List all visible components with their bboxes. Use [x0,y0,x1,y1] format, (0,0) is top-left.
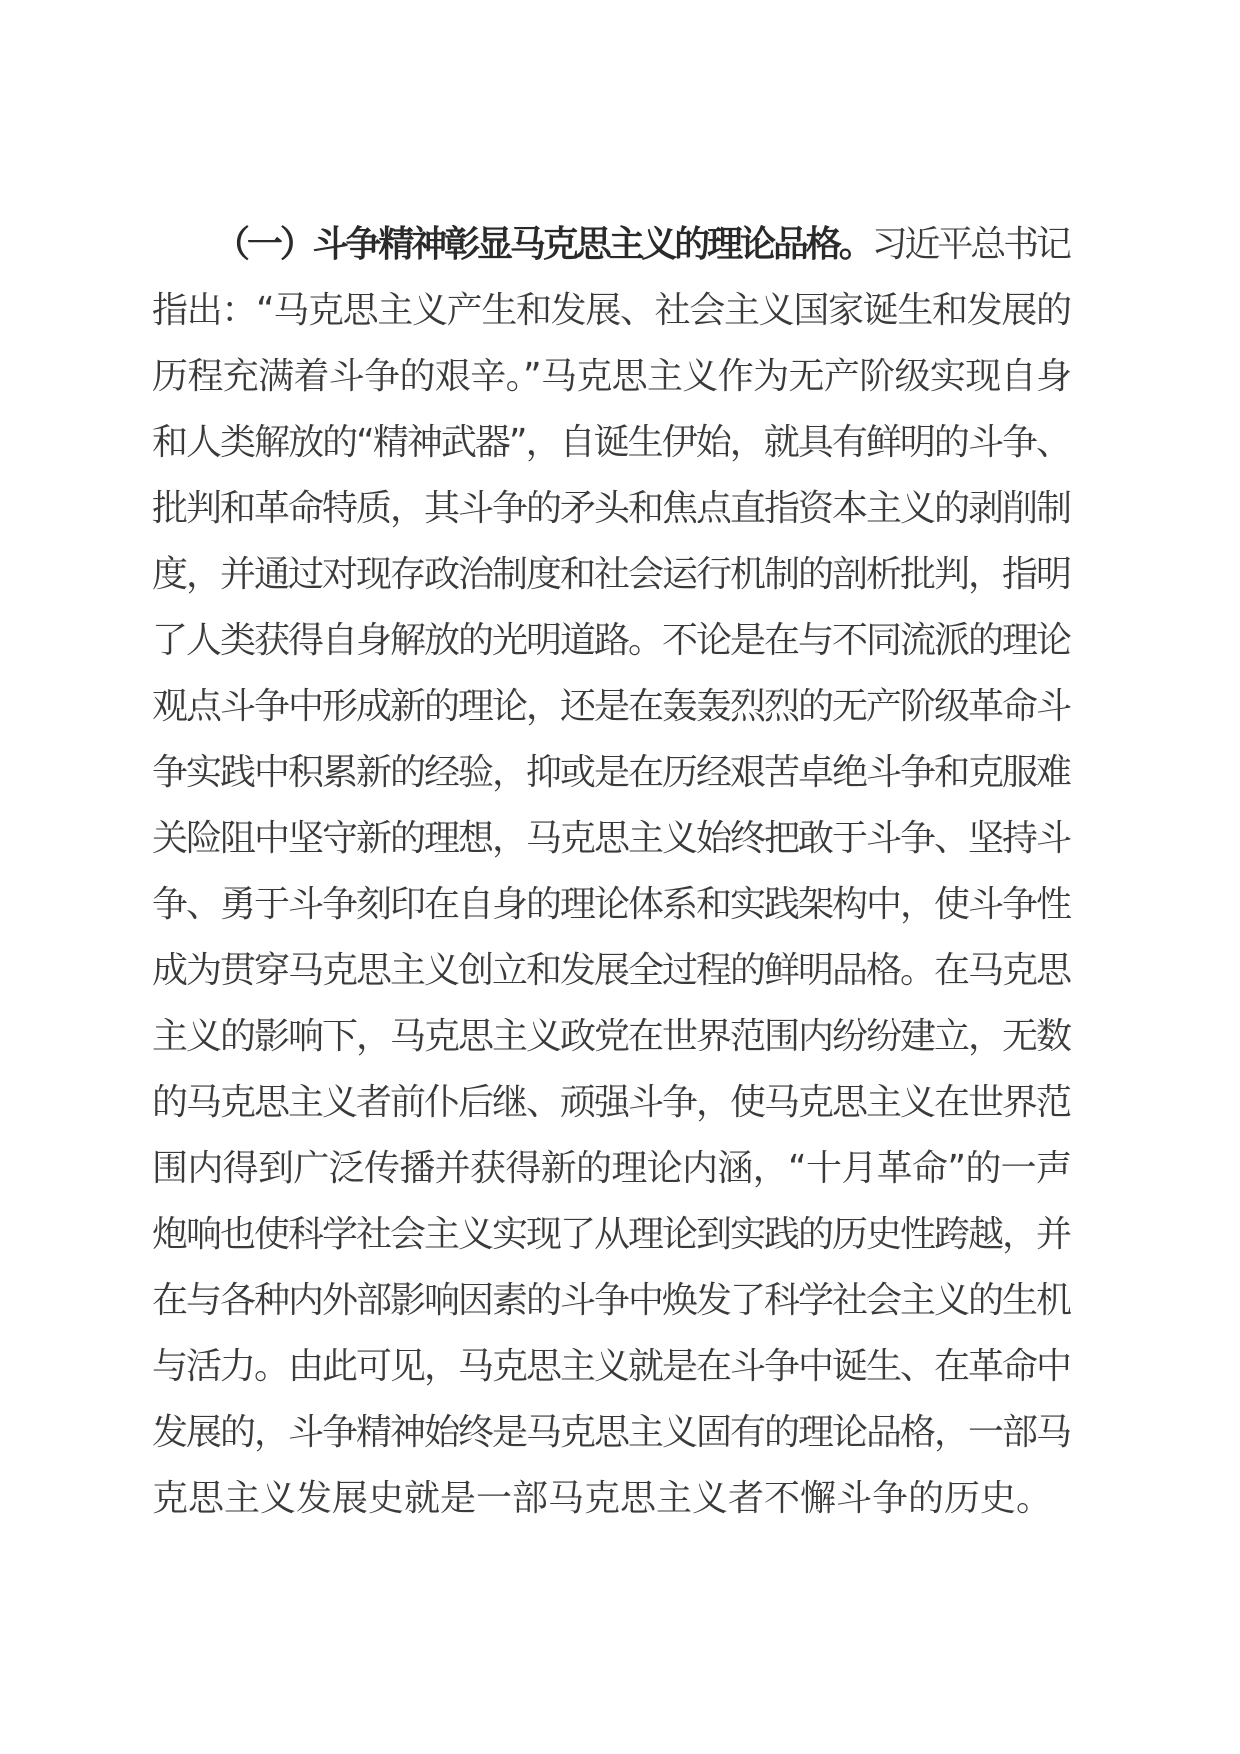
paragraph-line-4: 和人类解放的“精神武器”，自诞生伊始，就具有鲜明的斗争、 [152,422,1071,463]
paragraph-line-2: 指出：“马克思主义产生和发展、社会主义国家诞生和发展的 [152,290,1071,331]
paragraph-line-13: 主义的影响下，马克思主义政党在世界范围内纷纷建立，无数 [152,1016,1070,1057]
paragraph-line-19: 发展的，斗争精神始终是马克思主义固有的理论品格，一部马 [152,1412,1070,1453]
paragraph-line-10: 关险阻中坚守新的理想，马克思主义始终把敢于斗争、坚持斗 [152,818,1070,859]
paragraph-line-6: 度，并通过对现存政治制度和社会运行机制的剖析批判，指明 [152,554,1070,595]
paragraph-line-12: 成为贯穿马克思主义创立和发展全过程的鲜明品格。在马克思 [152,950,1070,991]
section-heading: （一）斗争精神彰显马克思主义的理论品格。 [214,224,872,265]
paragraph-line-7: 了人类获得自身解放的光明道路。不论是在与不同流派的理论 [152,620,1070,661]
paragraph-line-1 [152,212,1072,278]
paragraph-line-8: 观点斗争中形成新的理论，还是在轰轰烈烈的无产阶级革命斗 [152,686,1070,727]
paragraph-line-15: 围内得到广泛传播并获得新的理论内涵，“十月革命”的一声 [152,1148,1072,1189]
paragraph-line-16: 炮响也使科学社会主义实现了从理论到实践的历史性跨越，并 [152,1214,1070,1255]
paragraph-line-14: 的马克思主义者前仆后继、顽强斗争，使马克思主义在世界范 [152,1082,1070,1123]
body-paragraph [152,212,1072,1532]
paragraph-line-18: 与活力。由此可见，马克思主义就是在斗争中诞生、在革命中 [152,1346,1070,1387]
paragraph-line-17: 在与各种内外部影响因素的斗争中焕发了科学社会主义的生机 [152,1280,1070,1321]
paragraph-line-11: 争、勇于斗争刻印在自身的理论体系和实践架构中，使斗争性 [152,884,1070,925]
paragraph-line-5: 批判和革命特质，其斗争的矛头和焦点直指资本主义的剥削制 [152,488,1070,529]
paragraph-line-9: 争实践中积累新的经验，抑或是在历经艰苦卓绝斗争和克服难 [152,752,1070,793]
paragraph-line-3: 历程充满着斗争的艰辛。”马克思主义作为无产阶级实现自身 [152,356,1072,397]
paragraph-line-20: 克思主义发展史就是一部马克思主义者不懈斗争的历史。 [152,1478,1053,1519]
line-text: 习近平总书记 [871,224,1069,265]
